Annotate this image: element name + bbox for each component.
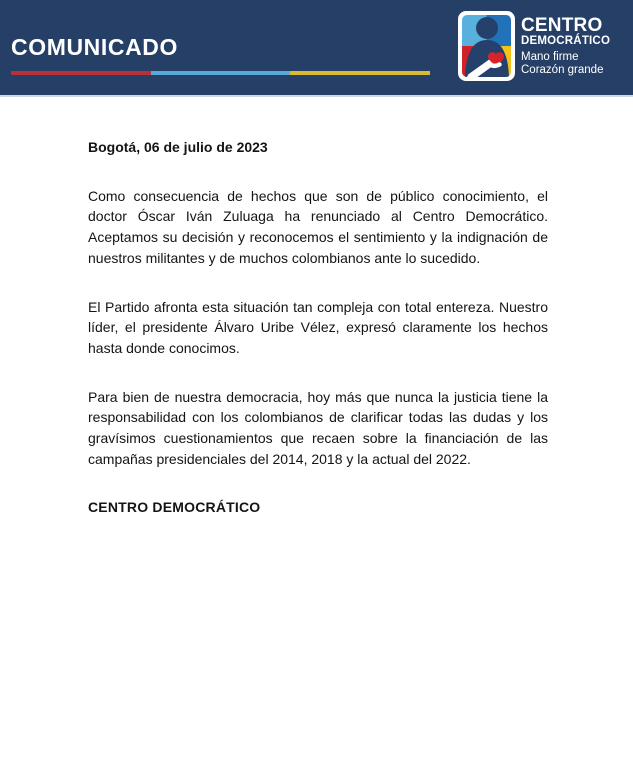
header-banner (0, 0, 633, 97)
party-logo (458, 11, 610, 81)
logo-slogan-line1: Mano firme (521, 51, 579, 63)
signature: CENTRO DEMOCRÁTICO (88, 499, 261, 516)
yellow-bar-segment (290, 71, 430, 75)
logo-name-line1: CENTRO (521, 15, 603, 36)
tricolor-divider (11, 71, 430, 75)
party-logo-text (521, 11, 610, 77)
paragraph-1: Como consecuencia de hechos que son de público conocimiento, el doctor Óscar Iván Zuluaga ha renunciado al Centro Democrático. Aceptamos su decisión y reconocemos el sentimiento y la indignación de nuestros militantes y de muchos colombianos ante lo sucedido. (88, 187, 548, 266)
paragraph-2: El Partido afronta esta situación tan compleja con total entereza. Nuestro líder, el presidente Álvaro Uribe Vélez, expresó claramente los hechos hasta donde conocimos. (88, 298, 548, 356)
centro-democratico-logo-icon (458, 11, 515, 81)
logo-name-line2: DEMOCRÁTICO (521, 35, 611, 47)
paragraph-3: Para bien de nuestra democracia, hoy más que nunca la justicia tiene la responsabilidad con los colombianos de clarificar todas las dudas y los gravísimos cuestionamientos que recaen sobre la financiación de las campañas presidenciales del 2014, 2018 y la actual del 2022. (88, 388, 548, 467)
document-body (0, 97, 633, 518)
comunicado-title: COMUNICADO (11, 34, 178, 60)
red-bar-segment (11, 71, 151, 75)
dateline: Bogotá, 06 de julio de 2023 (88, 139, 268, 155)
blue-bar-segment (151, 71, 291, 75)
logo-slogan-line2: Corazón grande (521, 64, 604, 76)
